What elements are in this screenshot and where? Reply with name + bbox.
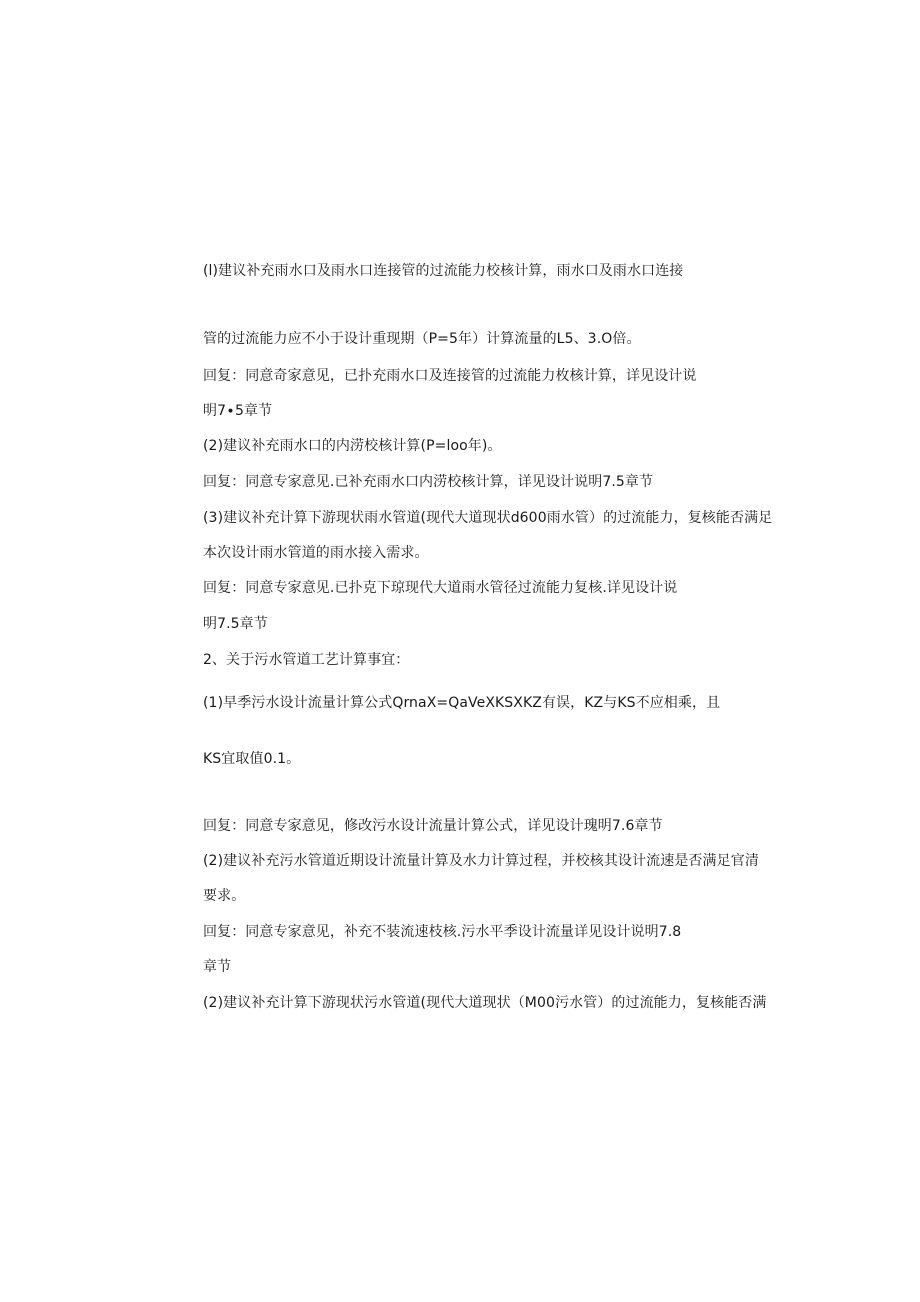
text-line-16: 要求。 <box>203 888 246 904</box>
text-line-7: (3)建议补充计算下游现状雨水管道(现代大道现状d600雨水管）的过流能力，复核能否满足 <box>203 510 773 526</box>
text-line-3: 回复：同意奇家意见，已扑充雨水口及连接管的过流能力枚核计算，详见设计说 <box>203 368 697 384</box>
text-line-19: (2)建议补充计算下游现状污水管道(现代大道现状（M00污水管）的过流能力，复核能否满 <box>203 995 767 1011</box>
text-line-14: 回复：同意专家意见，修改污水设计流量计算公式，详见设计瑰明7.6章节 <box>203 818 663 834</box>
text-line-1: (l)建议补充雨水口及雨水口连接管的过流能力校核计算，雨水口及雨水口连接 <box>203 263 684 279</box>
text-line-6: 回复：同意专家意见.已补充雨水口内涝校核计算，详见设计说明7.5章节 <box>203 474 654 490</box>
text-line-11: 2、关于污水管道工艺计算事宜： <box>203 652 410 668</box>
text-line-18: 章节 <box>203 959 232 975</box>
text-line-4: 明7∙5章节 <box>203 403 273 419</box>
text-line-13: KS宜取值0.1。 <box>203 751 301 767</box>
text-line-10: 明7.5章节 <box>203 616 268 632</box>
text-line-17: 回复：同意专家意见，补充不装流速枝核.污水平季设计流量详见设计说明7.8 <box>203 924 682 940</box>
text-line-15: (2)建议补充污水管道近期设计流量计算及水力计算过程，并校核其设计流速是否满足官清 <box>203 853 759 869</box>
text-line-2: 管的过流能力应不小于设计重现期（P=5年）计算流量的L5、3.O倍。 <box>203 331 641 347</box>
text-line-12: (1)早季污水设计流量计算公式QrnaX=QaVeXKSXKZ有误，KZ与KS不应相乘，且 <box>203 695 721 711</box>
text-line-9: 回复：同意专家意见.已扑克下琼现代大道雨水管径过流能力复核.详见设计说 <box>203 580 678 596</box>
text-line-8: 本次设计雨水管道的雨水接入需求。 <box>203 545 429 561</box>
text-line-5: (2)建议补充雨水口的内涝校核计算(P=loo年)。 <box>203 438 502 454</box>
